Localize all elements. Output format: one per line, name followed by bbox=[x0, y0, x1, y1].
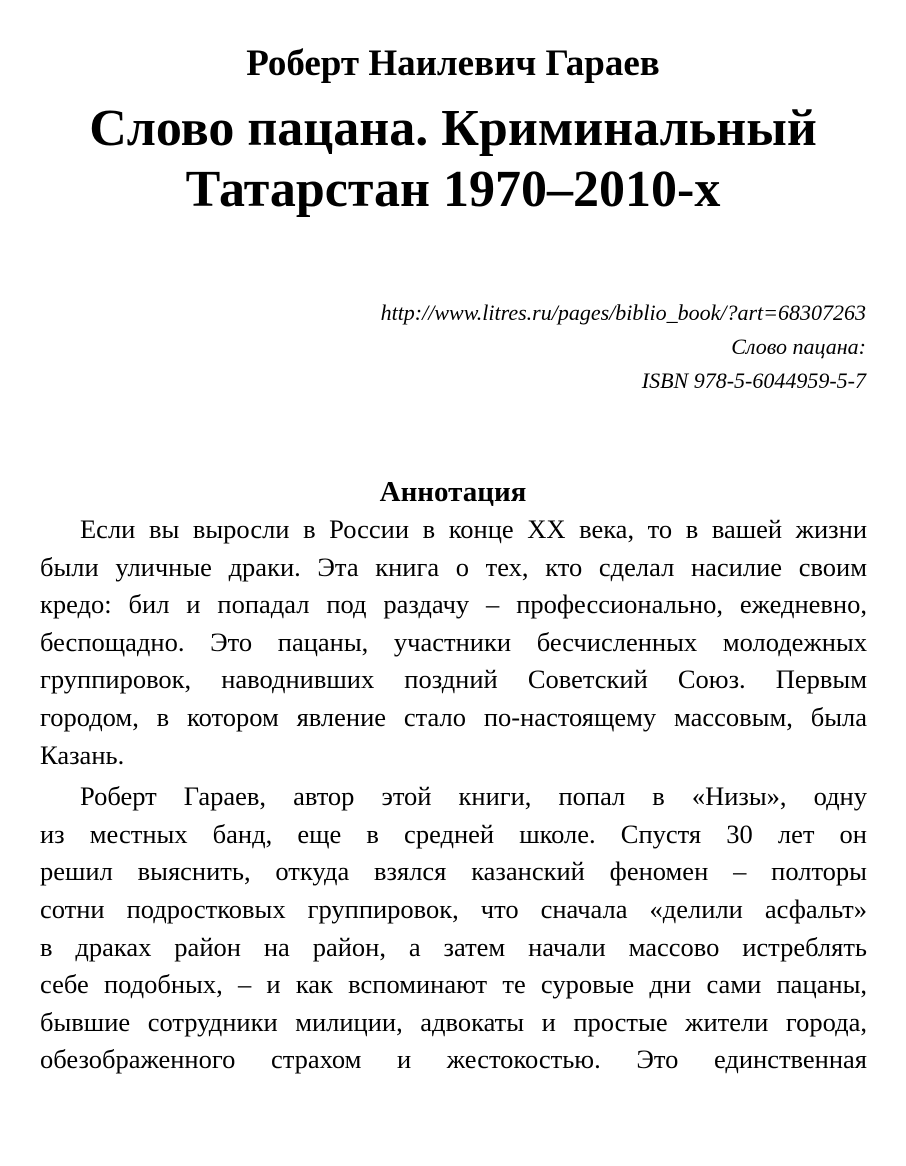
text-line: из местных банд, еще в средней школе. Спустя 30 лет он bbox=[40, 818, 867, 849]
text-line: Роберт Гараев, автор этой книги, попал в «Низы», одну bbox=[80, 781, 867, 812]
book-author: Роберт Наилевич Гараев bbox=[246, 43, 660, 84]
text-line: бывшие сотрудники милиции, адвокаты и простые жители города, bbox=[40, 1006, 867, 1037]
series-name: Слово пацана: bbox=[731, 334, 866, 359]
source-url: http://www.litres.ru/pages/biblio_book/?art=68307263 bbox=[380, 300, 866, 325]
text-line: беспощадно. Это пацаны, участники бесчисленных молодежных bbox=[40, 626, 867, 657]
annotation-paragraph-2 bbox=[40, 778, 867, 1079]
text-line: городом, в котором явление стало по-настоящему массовым, была bbox=[40, 701, 867, 732]
text-line: в драках район на район, а затем начали массово истреблять bbox=[40, 931, 867, 962]
book-title bbox=[0, 98, 906, 220]
text-line: Если вы выросли в России в конце XX века, то в вашей жизни bbox=[80, 514, 867, 544]
book-metadata bbox=[381, 296, 866, 398]
text-line: обезображенного страхом и жестокостью. Это единственная bbox=[40, 1044, 867, 1075]
annotation-body bbox=[40, 511, 867, 1083]
text-line: Казань. bbox=[40, 739, 125, 770]
text-line: себе подобных, – и как вспоминают те суровые дни сами пацаны, bbox=[40, 969, 867, 1000]
text-line: решил выяснить, откуда взялся казанский феномен – полторы bbox=[40, 856, 867, 887]
text-line: группировок, наводнивших поздний Советский Союз. Первым bbox=[40, 664, 867, 695]
text-line: кредо: бил и попадал под раздачу – профессионально, ежедневно, bbox=[40, 589, 867, 620]
text-line: были уличные драки. Эта книга о тех, кто сделал насилие своим bbox=[40, 551, 867, 582]
annotation-paragraph-1 bbox=[40, 511, 867, 774]
isbn: ISBN 978-5-6044959-5-7 bbox=[641, 368, 866, 393]
book-title-line-1: Слово пацана. Криминальный bbox=[89, 100, 817, 157]
book-title-line-2: Татарстан 1970–2010-х bbox=[185, 161, 721, 218]
annotation-heading: Аннотация bbox=[379, 476, 527, 508]
text-line: сотни подростковых группировок, что сначала «делили асфальт» bbox=[40, 893, 867, 924]
